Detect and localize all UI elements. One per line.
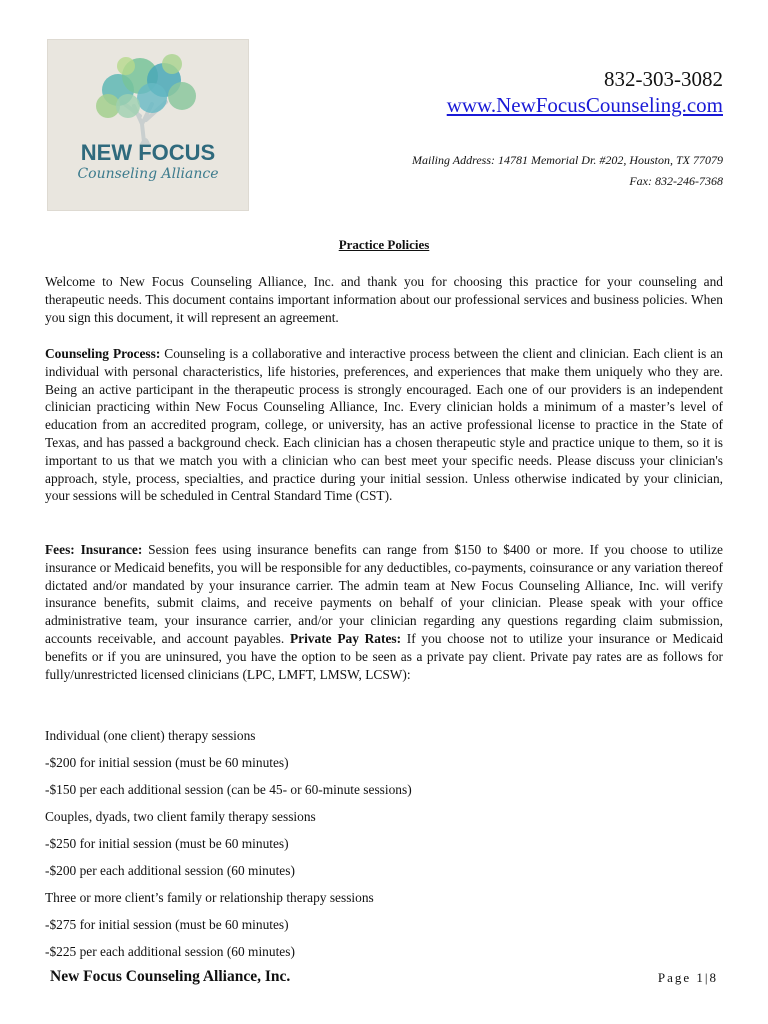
- rate-line: -$275 for initial session (must be 60 minutes): [45, 917, 289, 932]
- counseling-process-paragraph: [45, 345, 723, 505]
- logo-line2: Counseling Alliance: [77, 166, 219, 182]
- fees-paragraph: [45, 541, 723, 683]
- document-title: Practice Policies: [338, 237, 430, 252]
- fees-text: Session fees using insurance benefits can range from $150 to $400 or more. If you choose to utilize insurance or Medicaid benefits, you will be responsible for any deductibles, co-payments, coinsurance or any variation thereof dictated and/or mandated by your insurance carrier. The admin team at New Focus Counseling Alliance, Inc. will verify insurance benefits, submit claims, and receive payments on behalf of your clinician. Please speak with your office administrative team, your insurance carrier, and/or your clinician regarding any questions regarding claim submission, accounts receivable, and account payables.: [45, 542, 723, 646]
- counseling-process-label: Counseling Process:: [45, 346, 161, 361]
- company-logo: [47, 39, 249, 211]
- logo-line1: NEW FOCUS: [80, 140, 216, 165]
- rate-line: -$225 per each additional session (60 minutes): [45, 944, 295, 959]
- intro-paragraph: Welcome to New Focus Counseling Alliance, Inc. and thank you for choosing this practice for your counseling and therapeutic needs. This document contains important information about our professional services and business policies. When you sign this document, it will represent an agreement.: [45, 274, 723, 325]
- fees-label: Fees: Insurance:: [45, 542, 143, 557]
- address-block: [412, 150, 723, 192]
- rate-line: -$250 for initial session (must be 60 minutes): [45, 836, 289, 851]
- footer-company-name: New Focus Counseling Alliance, Inc.: [50, 968, 291, 985]
- rate-line: Couples, dyads, two client family therapy sessions: [45, 809, 316, 824]
- website-link[interactable]: www.NewFocusCounseling.com: [446, 93, 723, 117]
- private-pay-label: Private Pay Rates:: [289, 630, 402, 646]
- rate-line: Individual (one client) therapy sessions: [45, 728, 256, 743]
- counseling-process-text: Counseling is a collaborative and interactive process between the client and clinician. Each client is an individual with personal characteristics, life histories, preferences, and experiences that make them uniquely who they are. Being an active participant in the therapeutic process is strongly encouraged. Each one of our providers is an independent clinician practicing within New Focus Counseling Alliance, Inc. Every clinician holds a minimum of a master’s level of education from an accredited program, college, or university, has an active professional license to practice in the State of Texas, and has passed a background check. Each clinician has a chosen therapeutic style and practice unique to them, so it is important to us that we match you with a clinician who can best meet your specific needs. Please discuss your clinician's approach, style, process, specialties, and practice during your initial session. Unless otherwise indicated by your clinician, your sessions will be scheduled in Central Standard Time (CST).: [45, 346, 723, 504]
- contact-block: [447, 66, 723, 118]
- page-number: Page 1|8: [657, 970, 718, 985]
- rate-line: -$200 for initial session (must be 60 minutes): [45, 755, 289, 770]
- phone-number: 832-303-3082: [604, 67, 723, 91]
- rate-line: -$150 per each additional session (can be 45- or 60-minute sessions): [45, 782, 412, 797]
- tree-logo-icon: [48, 40, 248, 210]
- mailing-address: Mailing Address: 14781 Memorial Dr. #202, Houston, TX 77079: [411, 153, 723, 167]
- fax-number: Fax: 832-246-7368: [629, 174, 723, 188]
- rate-line: Three or more client’s family or relationship therapy sessions: [45, 890, 374, 905]
- rates-list: [45, 726, 412, 969]
- private-pay-text: If you choose not to utilize your insurance or Medicaid benefits or if you are uninsured, you have the option to be seen as a private pay client. Private pay rates are as follows for fully/unrestricted licensed clinicians (LPC, LMFT, LMSW, LCSW):: [45, 630, 724, 682]
- rate-line: -$200 per each additional session (60 minutes): [45, 863, 295, 878]
